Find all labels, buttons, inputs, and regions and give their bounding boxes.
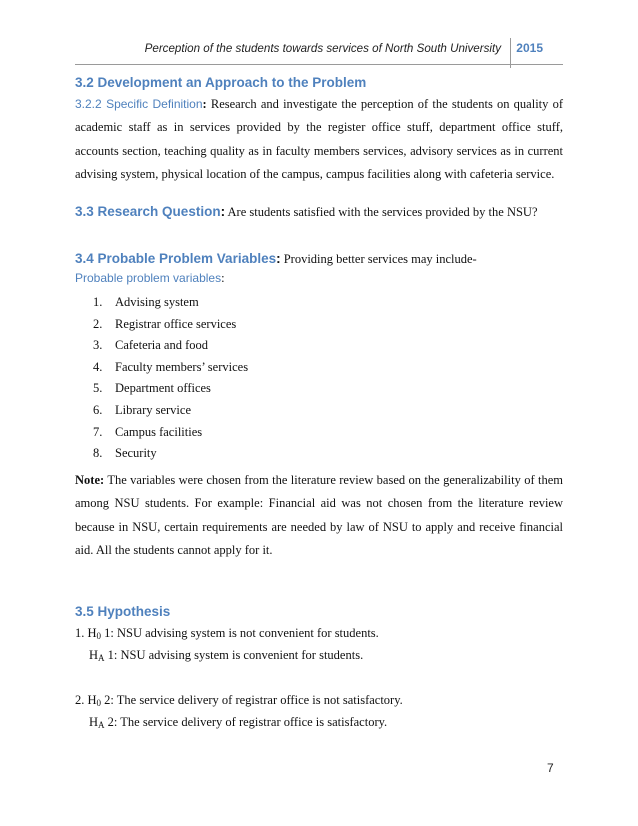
list-item-number: 1.	[93, 295, 103, 309]
list-item-number: 7.	[93, 424, 103, 439]
alt-hypothesis-subscript: A	[98, 653, 105, 663]
variables-list	[93, 292, 248, 465]
specific-definition-text: Research and investigate the perception of the students on quality of academic staff as in services provided by the register office stuff, department office stuff, accounts section, teaching quality as in faculty members services, advisory services as in current advising system, physical location of the campus, campus facilities along with cafeteria service.	[75, 97, 563, 181]
list-item	[93, 400, 248, 422]
list-item	[93, 378, 248, 400]
note-text: The variables were chosen from the literature review based on the generalizability of them among NSU students. For example: Financial aid was not chosen from the literature review because in NSU, certain requirements are needed by law of NSU to apply and receive financial aid. All the students cannot apply for it.	[75, 473, 563, 557]
hypothesis-2-null-text: 2: The service delivery of registrar office is not satisfactory.	[101, 693, 403, 707]
list-item-label: Advising system	[115, 295, 199, 309]
problem-variables-label: 3.4 Probable Problem Variables	[75, 251, 277, 266]
header-divider	[510, 38, 511, 68]
hypothesis-1-number: 1.	[75, 626, 85, 640]
null-hypothesis-subscript: 0	[96, 698, 102, 708]
hypothesis-2-alt	[89, 715, 387, 730]
null-hypothesis-symbol: H	[87, 693, 97, 707]
list-item	[93, 422, 248, 444]
list-item-number: 4.	[93, 359, 103, 374]
section-3-3-heading	[75, 204, 538, 220]
hypothesis-1-alt-text: 1: NSU advising system is convenient for students.	[104, 648, 364, 662]
list-item-label: Faculty members’ services	[115, 359, 249, 374]
list-item-label: Campus facilities	[115, 424, 203, 439]
specific-definition-label: 3.2.2 Specific Definition	[75, 97, 203, 111]
section-3-2-paragraph	[75, 93, 563, 186]
list-item	[93, 443, 248, 465]
problem-variables-colon: :	[276, 251, 281, 266]
hypothesis-2-alt-text: 2: The service delivery of registrar office is satisfactory.	[104, 715, 388, 729]
probable-variables-subheading	[75, 271, 225, 286]
specific-definition-colon: :	[202, 97, 207, 111]
problem-variables-text: Providing better services may include-	[280, 252, 477, 266]
page-number: 7	[547, 761, 554, 775]
list-item-label: Department offices	[115, 381, 211, 396]
note-paragraph	[75, 469, 563, 562]
research-question-text: Are students satisfied with the services provided by the NSU?	[225, 205, 538, 219]
section-3-4-heading	[75, 251, 477, 267]
hypothesis-1-null	[75, 626, 379, 641]
list-item	[93, 314, 248, 336]
section-3-5-heading: 3.5 Hypothesis	[75, 604, 171, 619]
hypothesis-2-null	[75, 693, 403, 708]
section-3-2-heading: 3.2 Development an Approach to the Problem	[75, 75, 367, 90]
probable-variables-label: Probable problem variables	[75, 271, 222, 285]
list-item-number: 5.	[93, 381, 103, 396]
list-item-number: 2.	[93, 316, 103, 331]
list-item-label: Cafeteria and food	[115, 338, 209, 353]
probable-variables-colon: :	[221, 271, 225, 285]
note-label: Note:	[75, 473, 105, 487]
null-hypothesis-symbol: H	[87, 626, 97, 640]
hypothesis-2-number: 2.	[75, 693, 85, 707]
research-question-colon: :	[220, 204, 226, 219]
hypothesis-1-alt	[89, 648, 363, 663]
header-title: Perception of the students towards services of North South University	[144, 42, 501, 55]
alt-hypothesis-subscript: A	[98, 720, 105, 730]
list-item-label: Library service	[115, 402, 192, 417]
list-item	[93, 357, 248, 379]
hypothesis-1-null-text: 1: NSU advising system is not convenient for students.	[101, 626, 379, 640]
list-item	[93, 292, 248, 314]
list-item	[93, 335, 248, 357]
list-item-number: 6.	[93, 402, 103, 417]
list-item-label: Security	[115, 446, 157, 461]
list-item-number: 8.	[93, 446, 103, 461]
page-header	[75, 38, 563, 65]
alt-hypothesis-symbol: H	[89, 648, 99, 662]
header-year: 2015	[516, 41, 543, 55]
alt-hypothesis-symbol: H	[89, 715, 99, 729]
research-question-label: 3.3 Research Question	[75, 204, 221, 219]
list-item-label: Registrar office services	[115, 316, 237, 331]
null-hypothesis-subscript: 0	[96, 631, 102, 641]
list-item-number: 3.	[93, 338, 103, 353]
